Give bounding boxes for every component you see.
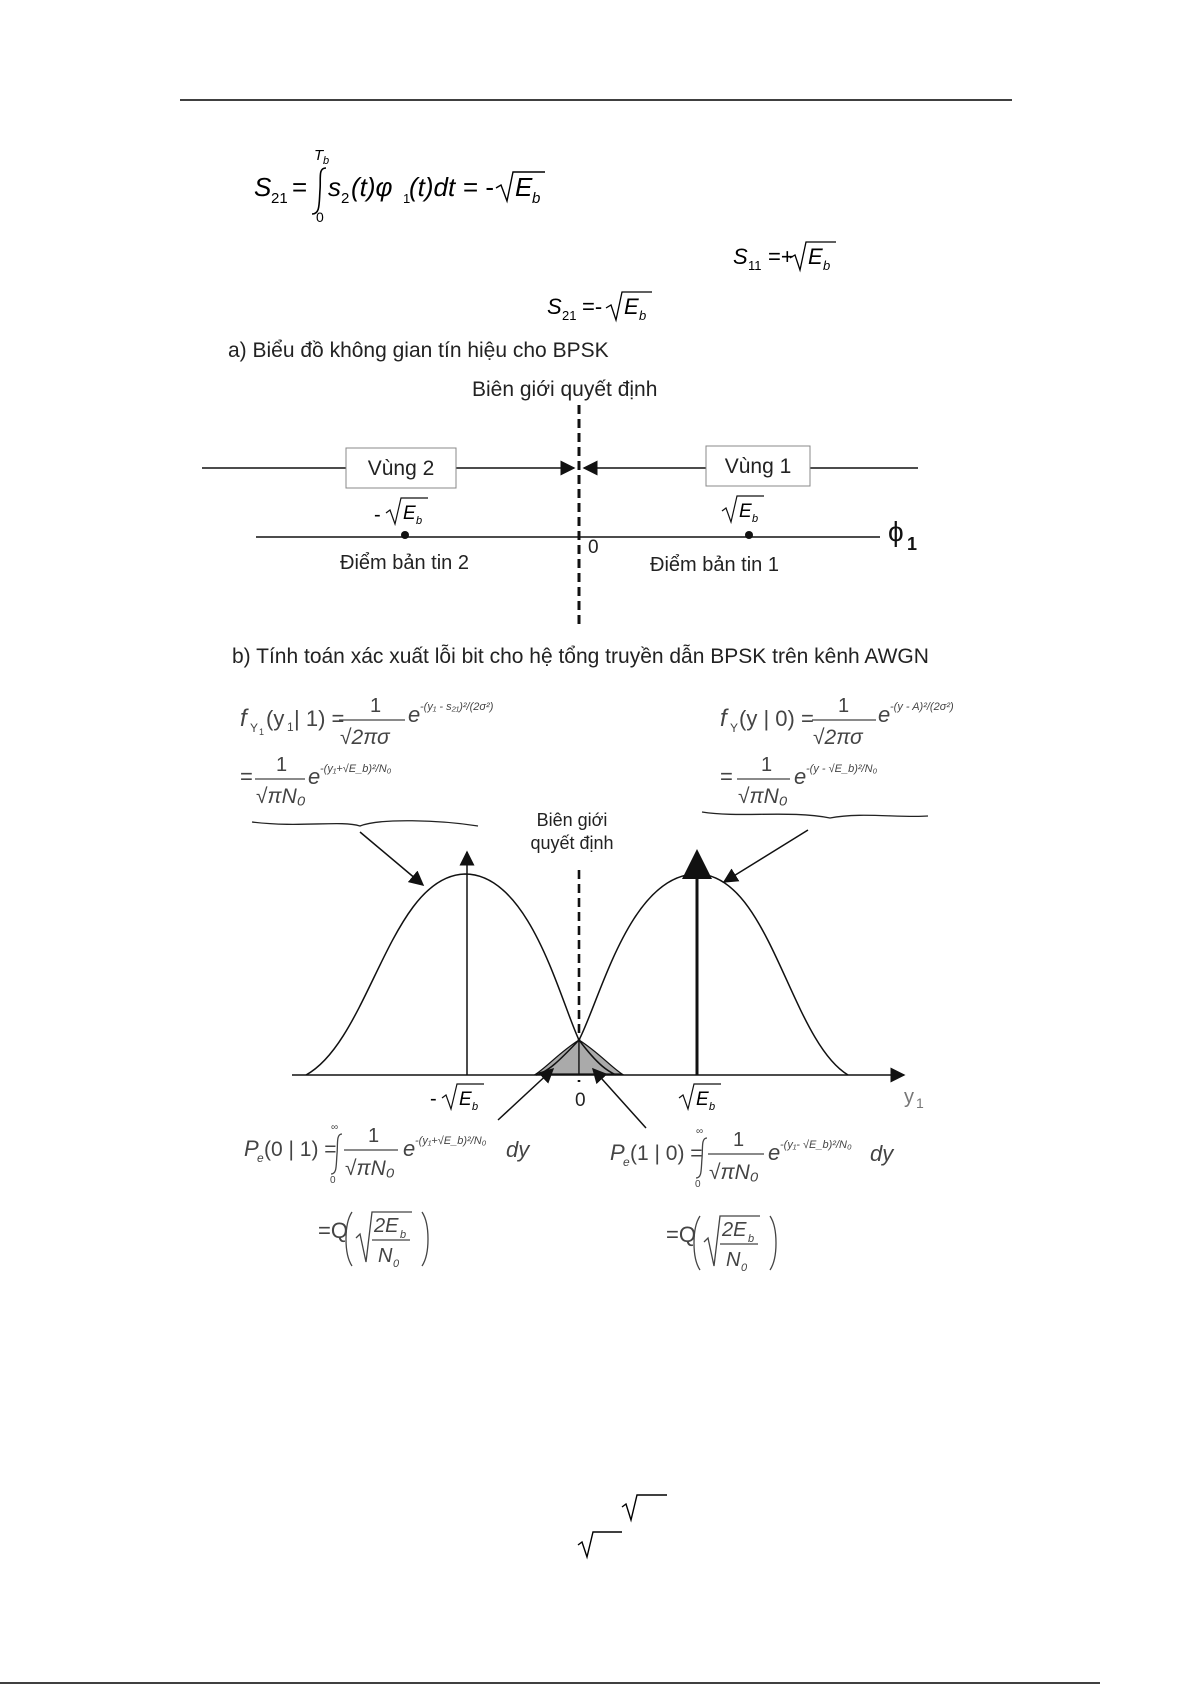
pe-right-lower: 0	[695, 1179, 701, 1190]
pe-left-e: e	[403, 1136, 416, 1161]
pe-left-q-num: 2E	[374, 1215, 399, 1237]
eq3-sqrt-arg: E	[624, 294, 639, 319]
eq1-lhs: S	[254, 172, 272, 202]
pe-right-q-den-sub: 0	[741, 1262, 748, 1274]
message-point-1	[745, 531, 753, 539]
eq3-rel: =-	[582, 294, 603, 319]
pdf-right-f-sub: Y	[730, 721, 739, 735]
pdf-right-arrow	[724, 830, 808, 882]
pdf-right-exp1: -(y - A)²/(2σ²)	[890, 701, 954, 713]
pe-left-formula	[244, 1122, 531, 1270]
eq1-equals: =	[292, 172, 308, 202]
eq1-integral-sign	[312, 168, 326, 214]
pe-left-q-num-sub: b	[400, 1229, 407, 1241]
point2-sqrt-arg: E	[403, 503, 416, 524]
boundary-label-line1: Biên giới	[536, 810, 608, 830]
pe-left-q-den-sub: 0	[393, 1258, 400, 1270]
eq1-integrand-tail: (t)dt	[409, 172, 456, 202]
pe-left-lhs: P	[244, 1136, 259, 1161]
pdf-right-num: 1	[838, 695, 850, 717]
tick-left	[430, 1084, 484, 1113]
eq1-lhs-sub: 21	[271, 190, 288, 207]
decision-boundary-label: Biên giới quyết định	[472, 378, 658, 401]
origin-label: 0	[588, 537, 599, 558]
message-point-1-label: Điểm bản tin 1	[650, 554, 779, 576]
pdf-right-args: (y | 0) =	[739, 706, 814, 731]
point2-value	[374, 498, 428, 527]
pe-right-lhs: P	[610, 1140, 625, 1165]
pe-left-tail: dy	[506, 1137, 530, 1162]
pe-left-lhs-sub: e	[257, 1151, 264, 1165]
eq1-result: = -	[463, 172, 495, 202]
pdf-left-f-sub: Y	[250, 721, 259, 735]
pe-right-e: e	[768, 1140, 781, 1165]
pdf-right-eq2: =	[720, 764, 733, 789]
pe-right-q-num: 2E	[722, 1219, 747, 1241]
point1-sqrt-arg: E	[739, 501, 752, 522]
tick-left-sqrt-arg: E	[459, 1089, 472, 1110]
eq2-sub: 11	[748, 258, 762, 273]
pe-left-upper: ∞	[331, 1122, 339, 1133]
eq1-integrand: s	[328, 172, 341, 202]
eq2-sqrt-arg: E	[808, 244, 823, 269]
pe-right-q: =Q	[666, 1222, 696, 1247]
eq3-sqrt-sub: b	[639, 308, 647, 323]
point1-value	[722, 496, 764, 525]
equation-s21	[547, 292, 652, 323]
boundary-label-line2: quyết định	[530, 833, 614, 853]
tick-left-prefix: -	[430, 1088, 437, 1110]
pe-left-num: 1	[368, 1125, 380, 1147]
pdf-left-e: e	[408, 702, 421, 727]
pdf-left-num2: 1	[276, 754, 288, 776]
pdf-left-brace	[252, 821, 478, 826]
pe-left-lower: 0	[330, 1175, 336, 1186]
equation-s11	[733, 242, 836, 273]
message-point-2	[401, 531, 409, 539]
pe-right-formula	[610, 1126, 895, 1274]
pe-right-num: 1	[733, 1129, 745, 1151]
pdf-left-formula	[240, 695, 494, 808]
eq1-lower-limit: 0	[316, 209, 324, 225]
signal-space-diagram	[202, 339, 918, 625]
pe-left-args: (0 | 1) =	[264, 1138, 337, 1161]
pdf-left-cond: | 1) =	[294, 706, 345, 731]
pdf-right-f: f	[720, 705, 727, 732]
y1-axis-label-sub: 1	[916, 1095, 924, 1111]
pe-right-args: (1 | 0) =	[630, 1142, 703, 1165]
pdf-right-e2: e	[794, 764, 807, 789]
pe-right-exp: -(y₁- √E_b)²/N₀	[780, 1139, 852, 1151]
region2-label: Vùng 2	[367, 457, 435, 480]
pe-left-q-den: N	[378, 1245, 393, 1267]
error-probability-diagram	[232, 645, 954, 1274]
pdf-left-exp2: -(y₁+√E_b)²/N₀	[320, 763, 392, 775]
error-region-left	[536, 1040, 579, 1074]
error-region-right	[579, 1040, 622, 1074]
pe-right-q-num-sub: b	[748, 1233, 755, 1245]
eq1-sqrt-sub: b	[532, 190, 541, 207]
phi1-axis-label: ϕ	[888, 516, 904, 547]
pe-left-arrow	[498, 1069, 553, 1120]
pdf-right-den1: √2πσ	[813, 726, 863, 749]
pe-right-den: √πN₀	[709, 1161, 759, 1184]
pdf-right-exp2: -(y - √E_b)²/N₀	[806, 763, 878, 775]
pe-left-q: =Q	[318, 1218, 348, 1243]
pdf-right-den2: √πN₀	[738, 785, 788, 808]
pe-right-lhs-sub: e	[623, 1155, 630, 1169]
eq2-rel: =+	[768, 244, 794, 269]
eq2-sqrt-sub: b	[823, 258, 831, 273]
eq3-sub: 21	[562, 308, 577, 323]
equation-s21-integral	[254, 147, 545, 225]
pdf-left-e2: e	[308, 764, 321, 789]
region1-label: Vùng 1	[724, 455, 792, 478]
message-point-2-label: Điểm bản tin 2	[340, 552, 469, 574]
pdf-left-num: 1	[370, 695, 382, 717]
diagram-a-caption: a) Biểu đồ không gian tín hiệu cho BPSK	[228, 339, 609, 362]
pdf-right-formula	[720, 695, 954, 808]
pdf-left-args-sub: 1	[287, 720, 294, 734]
pe-right-arrow	[593, 1069, 646, 1128]
point2-sqrt-sub: b	[416, 515, 423, 527]
point1-sqrt-sub: b	[752, 513, 759, 525]
pdf-right-e: e	[878, 702, 891, 727]
pe-left-den: √πN₀	[345, 1157, 395, 1180]
pdf-left-f: f	[240, 705, 247, 732]
eq1-integrand-sub: 2	[341, 190, 350, 207]
pdf-left-args: (y	[266, 706, 285, 731]
tick-center: 0	[575, 1090, 586, 1111]
eq1-upper-limit-sub: b	[323, 155, 330, 167]
eq2-lhs: S	[733, 244, 748, 269]
eq3-lhs: S	[547, 294, 562, 319]
stray-sqrt-lower	[578, 1532, 622, 1557]
pdf-right-num2: 1	[761, 754, 773, 776]
phi1-axis-label-sub: 1	[907, 534, 918, 554]
pe-right-q-den: N	[726, 1249, 741, 1271]
pdf-left-den1: √2πσ	[340, 726, 390, 749]
pdf-left-exp1: -(y₁ - s₂₁)²/(2σ²)	[420, 701, 494, 713]
pe-right-upper: ∞	[696, 1126, 704, 1137]
pdf-left-f-subsub: 1	[259, 727, 265, 737]
eq1-sqrt-arg: E	[515, 172, 533, 202]
y1-axis-label: y	[904, 1086, 914, 1108]
tick-right-sqrt-arg: E	[696, 1089, 709, 1110]
pdf-left-den2: √πN₀	[256, 785, 306, 808]
pdf-left-arrow	[360, 832, 423, 885]
diagram-b-caption: b) Tính toán xác xuất lỗi bit cho hệ tổng truyền dẫn BPSK trên kênh AWGN	[232, 645, 929, 668]
point2-value-prefix: -	[374, 504, 381, 526]
eq1-phi-sub: 1	[403, 191, 411, 206]
tick-right	[679, 1084, 721, 1113]
pe-right-tail: dy	[870, 1141, 894, 1166]
eq1-integrand-rest: (t)φ	[351, 172, 393, 202]
pe-left-exp: -(y₁+√E_b)²/N₀	[415, 1135, 487, 1147]
eq1-upper-limit: T	[314, 147, 324, 164]
pdf-left-eq2: =	[240, 764, 253, 789]
pdf-right-brace	[702, 812, 928, 818]
pdf-curve-left	[306, 874, 616, 1075]
tick-right-sqrt-sub: b	[709, 1101, 716, 1113]
tick-left-sqrt-sub: b	[472, 1101, 479, 1113]
stray-sqrt-upper	[622, 1495, 667, 1520]
